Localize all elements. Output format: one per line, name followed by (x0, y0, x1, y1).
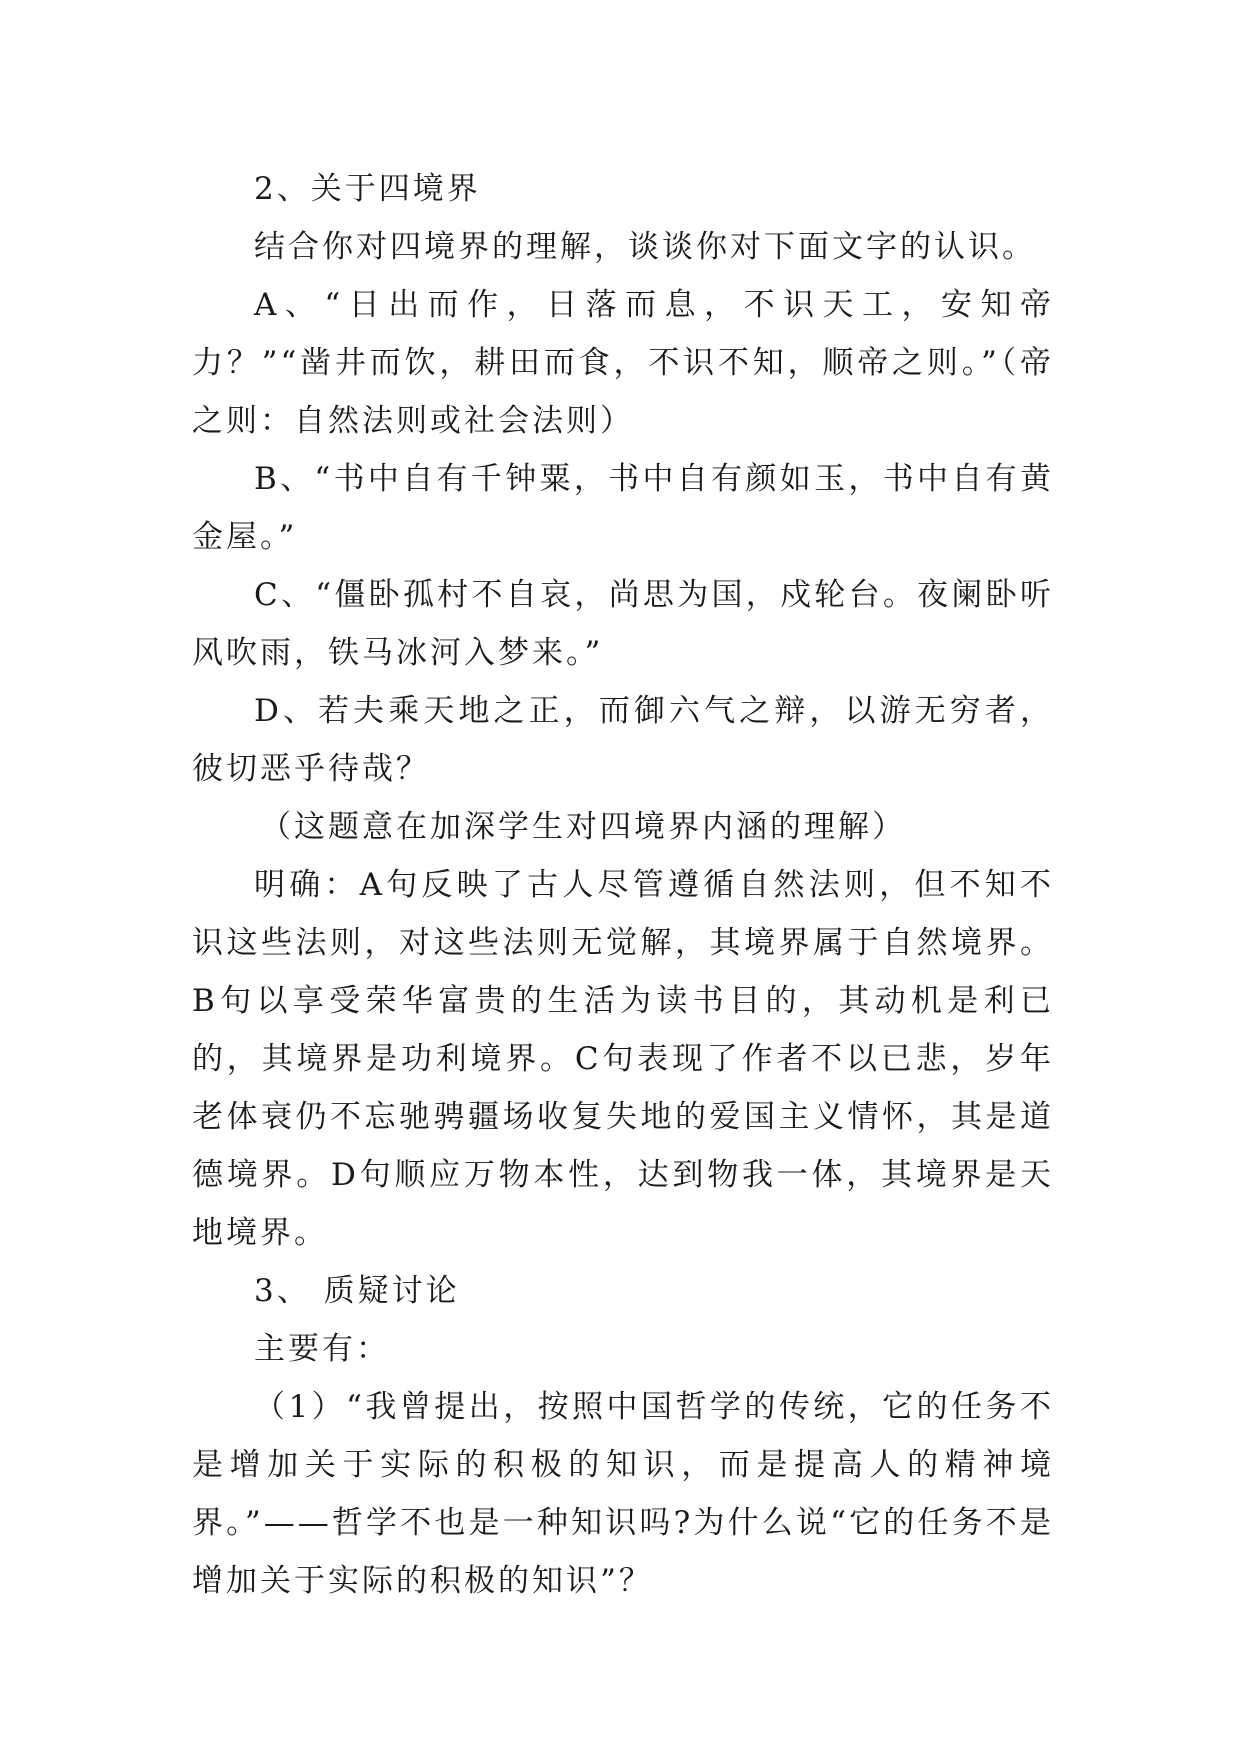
quote-a: A、“日出而作，日落而息，不识天工，安知帝力？”“凿井而饮，耕田而食，不识不知，顺帝之则。”（帝之则：自然法则或社会法则） (192, 287, 1054, 439)
quote-d: D、若夫乘天地之正，而御六气之辩，以游无穷者，彼切恶乎待哉？ (192, 693, 1054, 787)
exercise-purpose-note: （这题意在加深学生对四境界内涵的理解） (260, 809, 906, 845)
discussion-intro: 主要有： (254, 1331, 390, 1367)
answer-explanation: 明确：A句反映了古人尽管遵循自然法则，但不知不识这些法则，对这些法则无觉解，其境界属于自然境界。B句以享受荣华富贵的生活为读书目的，其动机是利已的，其境界是功利境界。C句表现了作者不以已悲，岁年老体衰仍不忘驰骋疆场收复失地的爱国主义情怀，其是道德境界。D句顺应万物本性，达到物我一体，其境界是天地境界。 (192, 867, 1054, 1251)
section-heading-discussion: 3、 质疑讨论 (254, 1273, 460, 1309)
section-heading-four-realms: 2、关于四境界 (254, 171, 481, 207)
quote-c: C、“僵卧孤村不自哀，尚思为国，戍轮台。夜阑卧听风吹雨，铁马冰河入梦来。” (192, 577, 1054, 671)
discussion-question-1: （1）“我曾提出，按照中国哲学的传统，它的任务不是增加关于实际的积极的知识，而是提高人的精神境界。”——哲学不也是一种知识吗?为什么说“它的任务不是增加关于实际的积极的知识”？ (192, 1389, 1054, 1599)
exercise-prompt: 结合你对四境界的理解，谈谈你对下面文字的认识。 (254, 229, 1036, 265)
quote-b: B、“书中自有千钟粟，书中自有颜如玉，书中自有黄金屋。” (192, 461, 1054, 555)
document-page (192, 160, 1054, 1610)
